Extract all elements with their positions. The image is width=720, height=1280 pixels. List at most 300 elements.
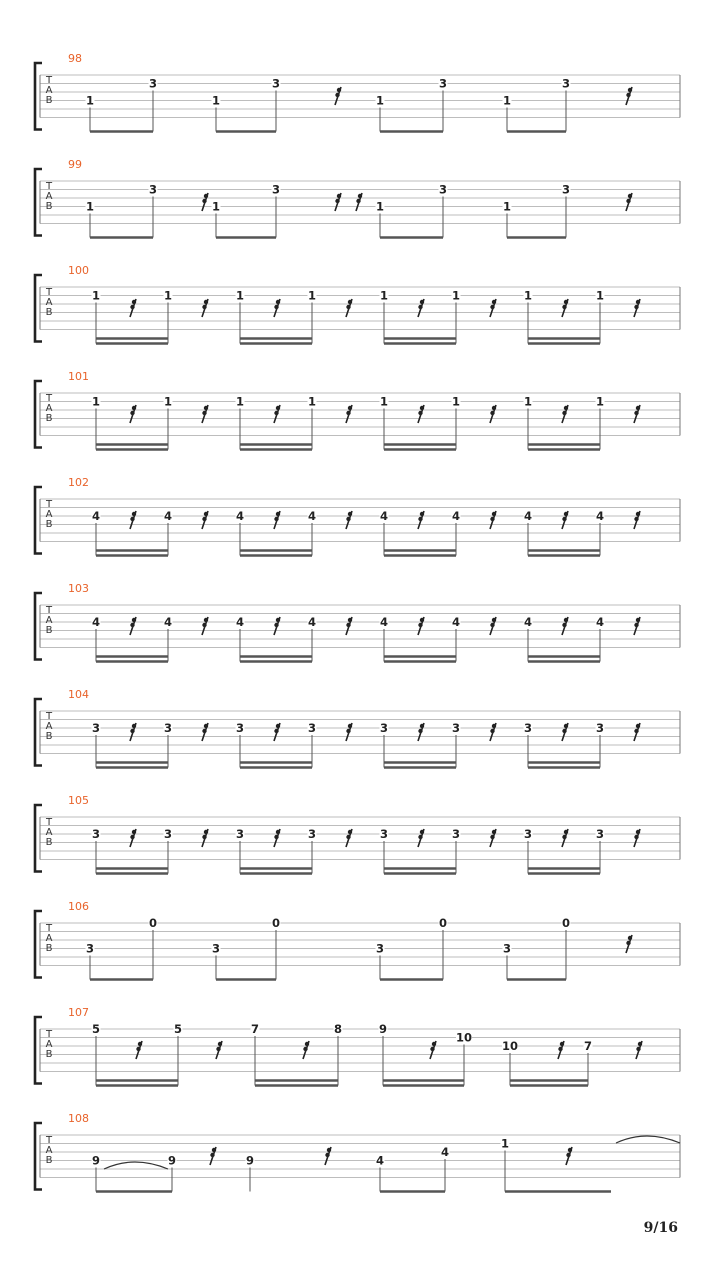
rest-flag xyxy=(634,729,638,733)
tab-clef-letter: A xyxy=(45,1039,53,1050)
tab-system xyxy=(35,370,680,450)
fret-number: 4 xyxy=(440,1145,450,1159)
rest-flag xyxy=(492,830,496,834)
tab-system xyxy=(35,1112,680,1192)
fret-number: 3 xyxy=(85,941,95,956)
fret-number: 3 xyxy=(91,827,101,841)
fret-number: 5 xyxy=(173,1022,183,1036)
rest-flag xyxy=(628,194,632,198)
fret-number: 0 xyxy=(271,916,281,930)
system-bracket xyxy=(35,63,42,130)
fret-number: 3 xyxy=(235,827,245,841)
rest-flag xyxy=(492,406,496,410)
fret-number: 4 xyxy=(451,509,461,523)
rest-flag xyxy=(276,300,280,304)
sixteenth-rest-icon xyxy=(634,723,640,741)
rest-flag xyxy=(327,1148,331,1152)
rest-flag xyxy=(564,300,568,304)
bar-number: 106 xyxy=(68,900,89,913)
fret-number: 4 xyxy=(375,1153,385,1168)
sixteenth-rest-icon xyxy=(562,299,568,317)
sixteenth-rest-icon xyxy=(202,405,208,423)
rest-flag xyxy=(132,830,136,834)
rest-flag xyxy=(276,618,280,622)
rest-flag xyxy=(356,199,360,203)
tab-clef-letter: T xyxy=(45,393,53,404)
fret-number: 1 xyxy=(595,394,605,409)
rest-flag xyxy=(218,1042,222,1046)
rest-flag xyxy=(562,729,566,733)
fret-number: 3 xyxy=(523,827,533,841)
rest-flag xyxy=(132,618,136,622)
sixteenth-rest-icon xyxy=(562,405,568,423)
system-bracket xyxy=(35,169,42,236)
rest-flag xyxy=(562,411,566,415)
sixteenth-rest-icon xyxy=(202,829,208,847)
rest-flag xyxy=(564,724,568,728)
bar-number: 101 xyxy=(68,370,89,383)
rest-flag xyxy=(348,406,352,410)
fret-number: 4 xyxy=(91,509,101,523)
system-bracket xyxy=(35,487,42,554)
fret-number: 3 xyxy=(379,721,389,735)
rest-flag xyxy=(132,512,136,516)
sixteenth-rest-icon xyxy=(216,1041,222,1059)
rest-flag xyxy=(490,729,494,733)
tab-clef-letter: B xyxy=(45,307,53,318)
rest-flag xyxy=(564,618,568,622)
rest-flag xyxy=(132,724,136,728)
rest-flag xyxy=(636,300,640,304)
rest-flag xyxy=(348,512,352,516)
rest-flag xyxy=(628,936,632,940)
tab-clef-letter: T xyxy=(45,1135,53,1146)
rest-flag xyxy=(274,411,278,415)
fret-number: 1 xyxy=(235,394,245,409)
fret-number: 1 xyxy=(307,288,317,303)
rest-flag xyxy=(492,512,496,516)
rest-flag xyxy=(276,406,280,410)
sixteenth-rest-icon xyxy=(136,1041,142,1059)
fret-number: 3 xyxy=(271,76,281,91)
sixteenth-rest-icon xyxy=(202,723,208,741)
tab-system xyxy=(35,476,680,556)
rest-flag xyxy=(276,724,280,728)
rest-flag xyxy=(202,729,206,733)
tab-clef-letter: A xyxy=(45,1145,53,1156)
fret-number: 4 xyxy=(379,509,389,523)
tab-system xyxy=(35,264,680,344)
sixteenth-rest-icon xyxy=(430,1041,436,1059)
fret-number: 3 xyxy=(307,827,317,841)
sixteenth-rest-icon xyxy=(335,87,341,105)
rest-flag xyxy=(204,194,208,198)
system-bracket xyxy=(35,381,42,448)
sixteenth-rest-icon xyxy=(274,723,280,741)
sixteenth-rest-icon xyxy=(562,829,568,847)
tab-clef-letter: B xyxy=(45,95,53,106)
fret-number: 1 xyxy=(379,394,389,409)
rest-flag xyxy=(626,199,630,203)
sixteenth-rest-icon xyxy=(202,193,208,211)
fret-number: 3 xyxy=(451,721,461,735)
rest-flag xyxy=(202,517,206,521)
rest-flag xyxy=(335,199,339,203)
tab-clef-letter: A xyxy=(45,827,53,838)
system-bracket xyxy=(35,1123,42,1190)
rest-flag xyxy=(562,517,566,521)
rest-flag xyxy=(558,1047,562,1051)
fret-number: 1 xyxy=(91,288,101,303)
sixteenth-rest-icon xyxy=(418,405,424,423)
sixteenth-rest-icon xyxy=(626,87,632,105)
rest-flag xyxy=(132,406,136,410)
fret-number: 0 xyxy=(438,916,448,930)
fret-number: 3 xyxy=(451,827,461,841)
sixteenth-rest-icon xyxy=(202,511,208,529)
sixteenth-rest-icon xyxy=(346,405,352,423)
sixteenth-rest-icon xyxy=(558,1041,564,1059)
rest-flag xyxy=(636,406,640,410)
tab-clef-letter: B xyxy=(45,837,53,848)
rest-flag xyxy=(136,1047,140,1051)
rest-flag xyxy=(204,618,208,622)
rest-flag xyxy=(636,512,640,516)
fret-number: 1 xyxy=(500,1136,510,1151)
sixteenth-rest-icon xyxy=(634,617,640,635)
sixteenth-rest-icon xyxy=(346,617,352,635)
system-bracket xyxy=(35,275,42,342)
sixteenth-rest-icon xyxy=(346,511,352,529)
fret-number: 4 xyxy=(235,615,245,629)
tab-clef-letter: A xyxy=(45,403,53,414)
rest-flag xyxy=(568,1148,572,1152)
tab-clef-letter: T xyxy=(45,711,53,722)
fret-number: 1 xyxy=(211,93,221,108)
rest-flag xyxy=(634,835,638,839)
sixteenth-rest-icon xyxy=(626,193,632,211)
fret-number: 9 xyxy=(245,1153,255,1168)
rest-flag xyxy=(492,618,496,622)
system-bracket xyxy=(35,593,42,660)
sixteenth-rest-icon xyxy=(274,829,280,847)
fret-number: 10 xyxy=(501,1039,519,1053)
fret-number: 3 xyxy=(307,721,317,735)
rest-flag xyxy=(130,305,134,309)
rest-flag xyxy=(418,305,422,309)
rest-flag xyxy=(212,1148,216,1152)
tab-system xyxy=(35,794,680,874)
rest-flag xyxy=(274,835,278,839)
bar-number: 99 xyxy=(68,158,82,171)
fret-number: 4 xyxy=(163,509,173,523)
fret-number: 3 xyxy=(271,182,281,197)
fret-number: 1 xyxy=(85,199,95,214)
rest-flag xyxy=(202,305,206,309)
sixteenth-rest-icon xyxy=(202,617,208,635)
rest-flag xyxy=(346,411,350,415)
sixteenth-rest-icon xyxy=(335,193,341,211)
bar-number: 100 xyxy=(68,264,89,277)
rest-flag xyxy=(210,1153,214,1157)
tab-clef-letter: B xyxy=(45,519,53,530)
sixteenth-rest-icon xyxy=(490,299,496,317)
rest-flag xyxy=(274,623,278,627)
fret-number: 0 xyxy=(148,916,158,930)
rest-flag xyxy=(564,512,568,516)
fret-number: 8 xyxy=(333,1022,343,1036)
fret-number: 4 xyxy=(451,615,461,629)
sixteenth-rest-icon xyxy=(346,723,352,741)
tab-clef-letter: T xyxy=(45,605,53,616)
sixteenth-rest-icon xyxy=(626,935,632,953)
bar-number: 107 xyxy=(68,1006,89,1019)
fret-number: 4 xyxy=(523,615,533,629)
sixteenth-rest-icon xyxy=(202,299,208,317)
fret-number: 1 xyxy=(85,93,95,108)
fret-number: 10 xyxy=(455,1030,473,1045)
tie-arc xyxy=(616,1136,680,1143)
tab-system xyxy=(35,158,680,238)
rest-flag xyxy=(130,835,134,839)
fret-number: 1 xyxy=(163,394,173,409)
tab-clef-letter: A xyxy=(45,85,53,96)
rest-flag xyxy=(305,1042,309,1046)
rest-flag xyxy=(202,411,206,415)
rest-flag xyxy=(492,724,496,728)
fret-number: 4 xyxy=(523,509,533,523)
sixteenth-rest-icon xyxy=(130,511,136,529)
rest-flag xyxy=(204,512,208,516)
fret-number: 9 xyxy=(167,1153,177,1168)
rest-flag xyxy=(130,411,134,415)
rest-flag xyxy=(626,941,630,945)
sixteenth-rest-icon xyxy=(274,299,280,317)
system-bracket xyxy=(35,805,42,872)
bar-number: 102 xyxy=(68,476,89,489)
tab-system xyxy=(35,52,680,132)
sixteenth-rest-icon xyxy=(636,1041,642,1059)
fret-number: 1 xyxy=(502,93,512,108)
tab-clef-letter: B xyxy=(45,201,53,212)
fret-number: 1 xyxy=(235,288,245,303)
fret-number: 1 xyxy=(375,199,385,214)
fret-number: 1 xyxy=(163,288,173,303)
tab-clef-letter: T xyxy=(45,923,53,934)
sixteenth-rest-icon xyxy=(634,299,640,317)
fret-number: 1 xyxy=(451,288,461,303)
tab-clef-letter: A xyxy=(45,191,53,202)
fret-number: 1 xyxy=(451,394,461,409)
rest-flag xyxy=(337,88,341,92)
rest-flag xyxy=(358,194,362,198)
fret-number: 4 xyxy=(595,615,605,629)
fret-number: 3 xyxy=(163,827,173,841)
bar-number: 103 xyxy=(68,582,89,595)
fret-number: 3 xyxy=(375,941,385,956)
rest-flag xyxy=(490,305,494,309)
fret-number: 4 xyxy=(91,615,101,629)
tab-clef-letter: A xyxy=(45,615,53,626)
rest-flag xyxy=(432,1042,436,1046)
fret-number: 1 xyxy=(91,394,101,409)
rest-flag xyxy=(346,729,350,733)
rest-flag xyxy=(430,1047,434,1051)
rest-flag xyxy=(204,830,208,834)
rest-flag xyxy=(202,835,206,839)
rest-flag xyxy=(634,623,638,627)
rest-flag xyxy=(490,835,494,839)
sixteenth-rest-icon xyxy=(130,829,136,847)
fret-number: 1 xyxy=(379,288,389,303)
sixteenth-rest-icon xyxy=(346,299,352,317)
rest-flag xyxy=(348,830,352,834)
rest-flag xyxy=(418,623,422,627)
rest-flag xyxy=(420,512,424,516)
tab-clef-letter: T xyxy=(45,1029,53,1040)
fret-number: 3 xyxy=(595,827,605,841)
fret-number: 7 xyxy=(583,1039,593,1053)
tab-clef-letter: B xyxy=(45,625,53,636)
rest-flag xyxy=(138,1042,142,1046)
rest-flag xyxy=(348,300,352,304)
rest-flag xyxy=(420,618,424,622)
sixteenth-rest-icon xyxy=(490,829,496,847)
fret-number: 3 xyxy=(379,827,389,841)
tab-clef-letter: B xyxy=(45,413,53,424)
fret-number: 4 xyxy=(235,509,245,523)
sixteenth-rest-icon xyxy=(562,511,568,529)
sixteenth-rest-icon xyxy=(130,617,136,635)
fret-number: 3 xyxy=(561,76,571,91)
rest-flag xyxy=(202,623,206,627)
fret-number: 3 xyxy=(438,182,448,197)
rest-flag xyxy=(564,830,568,834)
tab-system xyxy=(35,900,680,980)
tab-clef-letter: B xyxy=(45,1155,53,1166)
fret-number: 1 xyxy=(502,199,512,214)
fret-number: 4 xyxy=(307,509,317,523)
fret-number: 1 xyxy=(523,394,533,409)
rest-flag xyxy=(346,835,350,839)
fret-number: 9 xyxy=(91,1153,101,1168)
sixteenth-rest-icon xyxy=(274,405,280,423)
rest-flag xyxy=(638,1042,642,1046)
fret-number: 3 xyxy=(235,721,245,735)
tab-clef-letter: A xyxy=(45,297,53,308)
tab-clef-letter: T xyxy=(45,817,53,828)
rest-flag xyxy=(276,512,280,516)
sixteenth-rest-icon xyxy=(303,1041,309,1059)
rest-flag xyxy=(274,305,278,309)
fret-number: 4 xyxy=(595,509,605,523)
fret-number: 4 xyxy=(307,615,317,629)
tab-clef-letter: T xyxy=(45,499,53,510)
rest-flag xyxy=(346,623,350,627)
sixteenth-rest-icon xyxy=(562,723,568,741)
rest-flag xyxy=(346,517,350,521)
tab-clef-letter: A xyxy=(45,509,53,520)
rest-flag xyxy=(204,406,208,410)
sixteenth-rest-icon xyxy=(490,617,496,635)
fret-number: 5 xyxy=(91,1022,101,1036)
sixteenth-rest-icon xyxy=(325,1147,331,1165)
rest-flag xyxy=(420,406,424,410)
rest-flag xyxy=(276,830,280,834)
rest-flag xyxy=(562,623,566,627)
fret-number: 3 xyxy=(211,941,221,956)
rest-flag xyxy=(132,300,136,304)
fret-number: 3 xyxy=(148,182,158,197)
sixteenth-rest-icon xyxy=(418,617,424,635)
rest-flag xyxy=(325,1153,329,1157)
rest-flag xyxy=(418,411,422,415)
rest-flag xyxy=(274,729,278,733)
rest-flag xyxy=(418,517,422,521)
rest-flag xyxy=(418,835,422,839)
sixteenth-rest-icon xyxy=(356,193,362,211)
sixteenth-rest-icon xyxy=(418,299,424,317)
rest-flag xyxy=(636,830,640,834)
sixteenth-rest-icon xyxy=(130,723,136,741)
rest-flag xyxy=(560,1042,564,1046)
sixteenth-rest-icon xyxy=(130,299,136,317)
sixteenth-rest-icon xyxy=(634,405,640,423)
sixteenth-rest-icon xyxy=(490,723,496,741)
sixteenth-rest-icon xyxy=(130,405,136,423)
bar-number: 104 xyxy=(68,688,89,701)
rest-flag xyxy=(566,1153,570,1157)
system-bracket xyxy=(35,699,42,766)
fret-number: 9 xyxy=(378,1022,388,1036)
rest-flag xyxy=(562,835,566,839)
fret-number: 1 xyxy=(307,394,317,409)
rest-flag xyxy=(204,724,208,728)
tab-clef-letter: A xyxy=(45,933,53,944)
tab-clef-letter: T xyxy=(45,75,53,86)
page-number: 9/16 xyxy=(643,1220,678,1236)
sixteenth-rest-icon xyxy=(634,829,640,847)
rest-flag xyxy=(130,623,134,627)
rest-flag xyxy=(490,517,494,521)
tab-system xyxy=(35,688,680,768)
rest-flag xyxy=(418,729,422,733)
rest-flag xyxy=(636,618,640,622)
rest-flag xyxy=(490,411,494,415)
tab-clef-letter: B xyxy=(45,1049,53,1060)
rest-flag xyxy=(130,517,134,521)
fret-number: 1 xyxy=(375,93,385,108)
sixteenth-rest-icon xyxy=(274,617,280,635)
tab-clef-letter: T xyxy=(45,181,53,192)
rest-flag xyxy=(420,724,424,728)
tie-arc xyxy=(104,1162,168,1169)
rest-flag xyxy=(492,300,496,304)
tab-system xyxy=(35,1006,680,1086)
rest-flag xyxy=(130,729,134,733)
fret-number: 3 xyxy=(438,76,448,91)
rest-flag xyxy=(202,199,206,203)
tab-clef-letter: B xyxy=(45,731,53,742)
rest-flag xyxy=(636,1047,640,1051)
rest-flag xyxy=(626,93,630,97)
tab-clef-letter: T xyxy=(45,287,53,298)
rest-flag xyxy=(204,300,208,304)
rest-flag xyxy=(634,411,638,415)
fret-number: 0 xyxy=(561,916,571,930)
rest-flag xyxy=(562,305,566,309)
rest-flag xyxy=(636,724,640,728)
